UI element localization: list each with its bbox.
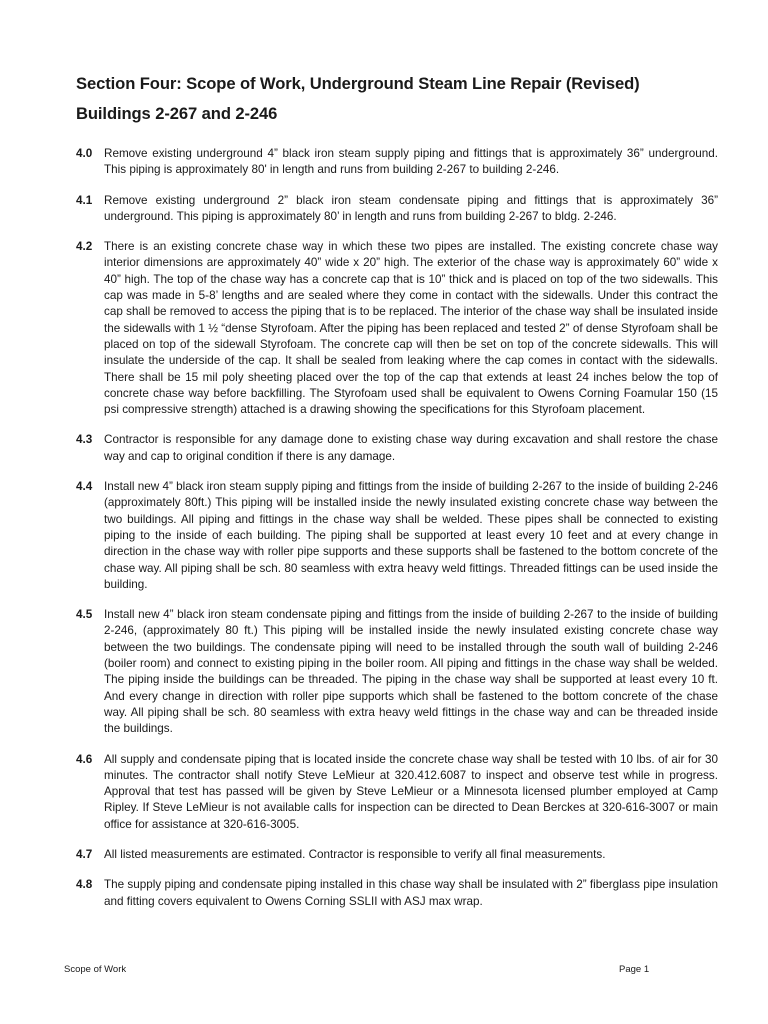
item-text: All supply and condensate piping that is located inside the concrete chase way shall be tested with 10 lbs. of air for 30 minutes. The contractor shall notify Steve LeMieur at 320.412.6087 to inspect and observe test while in progress. Approval that test has passed will be given by Steve LeMieur or a Minnesota licensed plumber employed at Camp Ripley. If Steve LeMieur is not available calls for inspection can be directed to Dean Berckes at 320-616-3007 or main office for assistance at 320-616-3005.: [104, 752, 718, 831]
scope-item: [76, 146, 718, 179]
item-number: 4.8: [76, 878, 93, 892]
item-text: The supply piping and condensate piping installed in this chase way shall be insulated with 2” fiberglass pipe insulation and fitting covers equivalent to Owens Corning SSLII with ASJ max wrap.: [104, 878, 718, 908]
item-text: Contractor is responsible for any damage done to existing chase way during excavation and shall restore the chase way and cap to original condition if there is any damage.: [104, 433, 718, 463]
scope-item: [76, 752, 718, 833]
scope-item: [76, 239, 718, 418]
item-text: Remove existing underground 2” black iron steam condensate piping and fittings that is approximately 36” underground. This piping is approximately 80’ in length and runs from building 2-267 to bldg. 2-246.: [104, 193, 718, 223]
item-text: Install new 4” black iron steam condensate piping and fittings from the inside of building 2-267 to the inside of building 2-246, (approximately 80 ft.) This piping will be installed inside the newly insulated existing concrete chase way between the two buildings. The condensate piping will need to be installed through the south wall of building 2-246 (boiler room) and connect to existing piping in the boiler room. All piping and fittings in the chase way shall be welded. The piping inside the buildings can be threaded. The piping in the chase way shall be supported at least every 10 ft. And every change in direction with roller pipe supports which shall be fastened to the bottom concrete of the chase way. All piping shall be sch. 80 seamless with extra heavy weld fittings in the chase way and can be threaded inside the buildings.: [104, 608, 718, 736]
item-number: 4.0: [76, 147, 93, 160]
scope-items-list: [76, 146, 718, 910]
scope-item: [76, 877, 718, 910]
item-number: 4.7: [76, 847, 93, 861]
scope-item: [76, 479, 718, 593]
document-title: Section Four: Scope of Work, Underground Steam Line Repair (Revised): [76, 74, 640, 93]
item-text: Install new 4” black iron steam supply piping and fittings from the inside of building 2-267 to the inside of building 2-246 (approximately 80ft.) This piping will be installed inside the newly insulated existing concrete chase way between the two buildings. All piping and fittings in the chase way shall be welded. These pipes shall be connected to existing piping to the inside of each building. The piping shall be supported at least every 10 feet and at every change in direction in the chase way with roller pipe supports and these supports shall be fastened to the bottom concrete of the chase way. All piping shall be sch. 80 seamless with extra heavy weld fittings. Threaded fittings can be used inside the building.: [104, 480, 718, 591]
scope-item: [76, 193, 718, 226]
item-number: 4.3: [76, 433, 93, 447]
scope-item: [76, 607, 718, 737]
item-number: 4.5: [76, 608, 93, 622]
item-text: All listed measurements are estimated. Contractor is responsible to verify all final measurements.: [104, 847, 606, 861]
item-number: 4.4: [76, 480, 93, 494]
document-subtitle: Buildings 2-267 and 2-246: [76, 104, 278, 123]
item-text: There is an existing concrete chase way in which these two pipes are installed. The existing concrete chase way interior dimensions are approximately 40” wide x 20” high. The exterior of the chase way is approximately 60” wide x 40” high. The top of the chase way has a concrete cap that is 10” thick and is placed on top of the two sidewalls. This cap was made in 5-8’ lengths and are sealed where they come in contact with the sidewalls. Under this contract the cap shall be removed to access the piping that is to be replaced. The interior of the chase way shall be insulated inside the sidewalls with 1 ½ “dense Styrofoam. After the piping has been replaced and tested 2” of dense Styrofoam shall be placed on top of the sidewall Styrofoam. The concrete cap will then be set on top of the concrete sidewalls. This will insulate the underside of the cap. It shall be sealed from leaking where the cap comes in contact with the sidewalls. There shall be 15 mil poly sheeting placed over the top of the cap that extends at least 24 inches below the top of concrete chase way before backfilling. The Styrofoam used shall be equivalent to Owens Corning Foamular 150 (15 psi compressive strength) attached is a drawing showing the specifications for this Styrofoam placement.: [104, 240, 718, 417]
item-number: 4.1: [76, 193, 93, 207]
item-number: 4.2: [76, 240, 93, 254]
page-number: Page 1: [619, 964, 650, 975]
item-number: 4.6: [76, 752, 93, 766]
scope-item: [76, 432, 718, 465]
item-text: Remove existing underground 4” black iron steam supply piping and fittings that is approximately 36” underground. This piping is approximately 80' in length and runs from building 2-267 to building 2-246.: [104, 147, 718, 177]
footer-label: Scope of Work: [64, 964, 127, 975]
scope-item: [76, 847, 718, 863]
